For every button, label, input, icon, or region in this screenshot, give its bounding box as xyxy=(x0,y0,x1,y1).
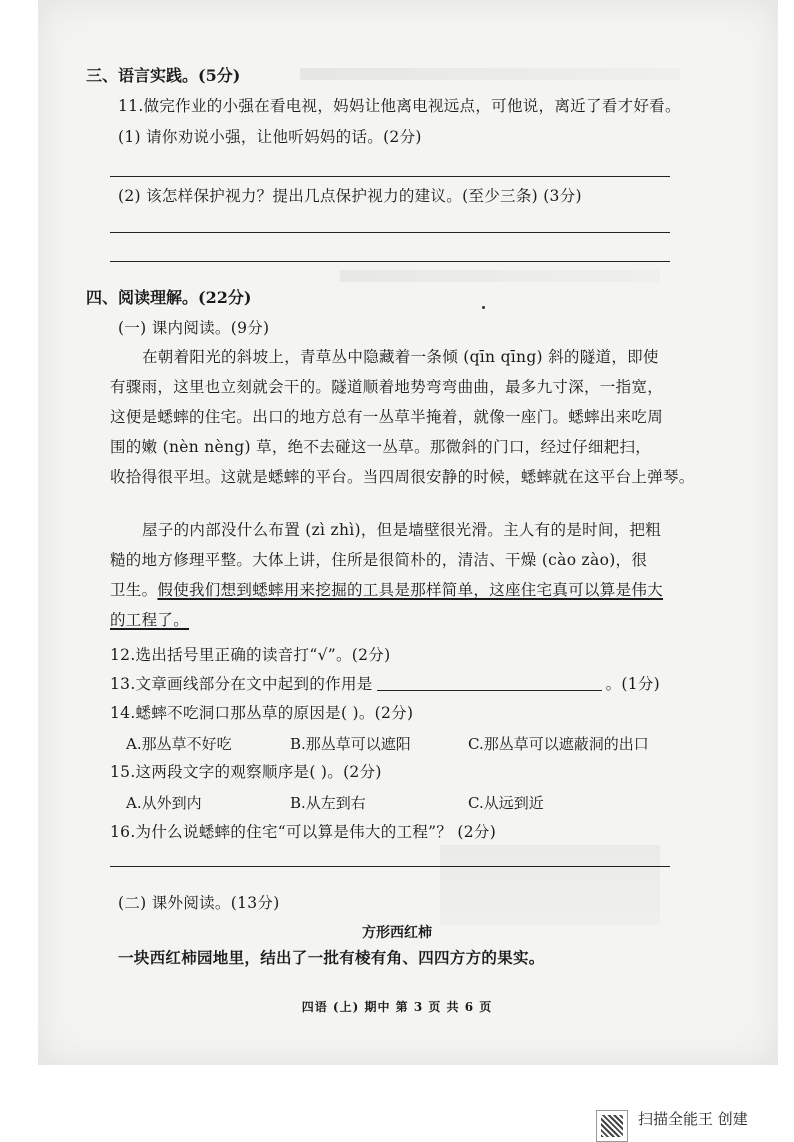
passage-plain-text: 卫生。 xyxy=(110,581,158,599)
option-a[interactable]: A.从外到内 xyxy=(126,794,202,812)
passage-line: 在朝着阳光的斜坡上，青草丛中隐藏着一条倾 (qīn qīng) 斜的隧道，即使 xyxy=(142,348,659,366)
question-12: 12.选出括号里正确的读音打“√”。(2分) xyxy=(110,646,391,664)
answer-line[interactable] xyxy=(110,176,670,177)
question-13 xyxy=(110,674,660,694)
passage-line: 收拾得很平坦。这就是蟋蟀的平台。当四周很安静的时候，蟋蟀就在这平台上弹琴。 xyxy=(110,468,695,486)
section-4-heading: 四、阅读理解。(22分) xyxy=(86,288,252,307)
question-15: 15.这两段文字的观察顺序是( )。(2分) xyxy=(110,763,382,781)
section-3-heading: 三、语言实践。(5分) xyxy=(86,66,241,85)
bleed-through xyxy=(340,270,660,282)
passage-line: 屋子的内部没什么布置 (zì zhì)，但是墙壁很光滑。主人有的是时间，把粗 xyxy=(142,521,662,539)
passage-line: 围的嫩 (nèn nèng) 草，绝不去碰这一丛草。那微斜的门口，经过仔细耙扫， xyxy=(110,438,652,456)
speck xyxy=(482,306,485,309)
question-11-part-1: (1) 请你劝说小强，让他听妈妈的话。(2分) xyxy=(118,128,422,146)
story-title: 方形西红柿 xyxy=(362,925,432,941)
answer-line[interactable] xyxy=(110,261,670,262)
scanner-logo-icon xyxy=(596,1110,628,1142)
question-11-part-2: (2) 该怎样保护视力？提出几点保护视力的建议。(至少三条) (3分) xyxy=(118,187,582,205)
question-13-suffix: 。(1分) xyxy=(605,675,661,693)
story-first-line: 一块西红柿园地里，结出了一批有棱有角、四四方方的果实。 xyxy=(118,948,545,967)
bleed-through xyxy=(300,68,680,80)
bleed-through xyxy=(440,845,660,925)
underlined-sentence: 假使我们想到蟋蟀用来挖掘的工具是那样简单，这座住宅真可以算是伟大 xyxy=(157,581,664,599)
question-14: 14.蟋蟀不吃洞口那丛草的原因是( )。(2分) xyxy=(110,704,414,722)
part-2-heading: (二) 课外阅读。(13分) xyxy=(118,894,280,912)
option-b[interactable]: B.那丛草可以遮阳 xyxy=(290,735,411,753)
question-16: 16.为什么说蟋蟀的住宅“可以算是伟大的工程”？ (2分) xyxy=(110,823,497,841)
page-footer: 四语 (上) 期中 第 3 页 共 6 页 xyxy=(301,1000,493,1014)
option-c[interactable]: C.从远到近 xyxy=(468,794,544,812)
underlined-sentence-end: 的工程了。 xyxy=(110,611,190,629)
passage-line-underlined xyxy=(110,580,663,600)
answer-line[interactable] xyxy=(110,866,670,867)
question-11: 11.做完作业的小强在看电视，妈妈让他离电视远点，可他说，离近了看才好看。 xyxy=(118,97,681,115)
question-13-prefix: 13.文章画线部分在文中起到的作用是 xyxy=(110,675,373,693)
option-c[interactable]: C.那丛草可以遮蔽洞的出口 xyxy=(468,735,649,753)
option-a[interactable]: A.那丛草不好吃 xyxy=(126,735,232,753)
passage-line: 糙的地方修理平整。大体上讲，住所是很简朴的，清洁、干燥 (cào zào)，很 xyxy=(110,551,648,569)
answer-blank[interactable] xyxy=(377,674,602,691)
scanner-watermark: 扫描全能王 创建 xyxy=(638,1110,748,1128)
passage-line: 有骤雨，这里也立刻就会干的。隧道顺着地势弯弯曲曲，最多九寸深，一指宽， xyxy=(110,378,664,396)
answer-line[interactable] xyxy=(110,232,670,233)
option-b[interactable]: B.从左到右 xyxy=(290,794,366,812)
passage-line: 这便是蟋蟀的住宅。出口的地方总有一丛草半掩着，就像一座门。蟋蟀出来吃周 xyxy=(110,408,664,426)
part-1-heading: (一) 课内阅读。(9分) xyxy=(118,319,270,337)
